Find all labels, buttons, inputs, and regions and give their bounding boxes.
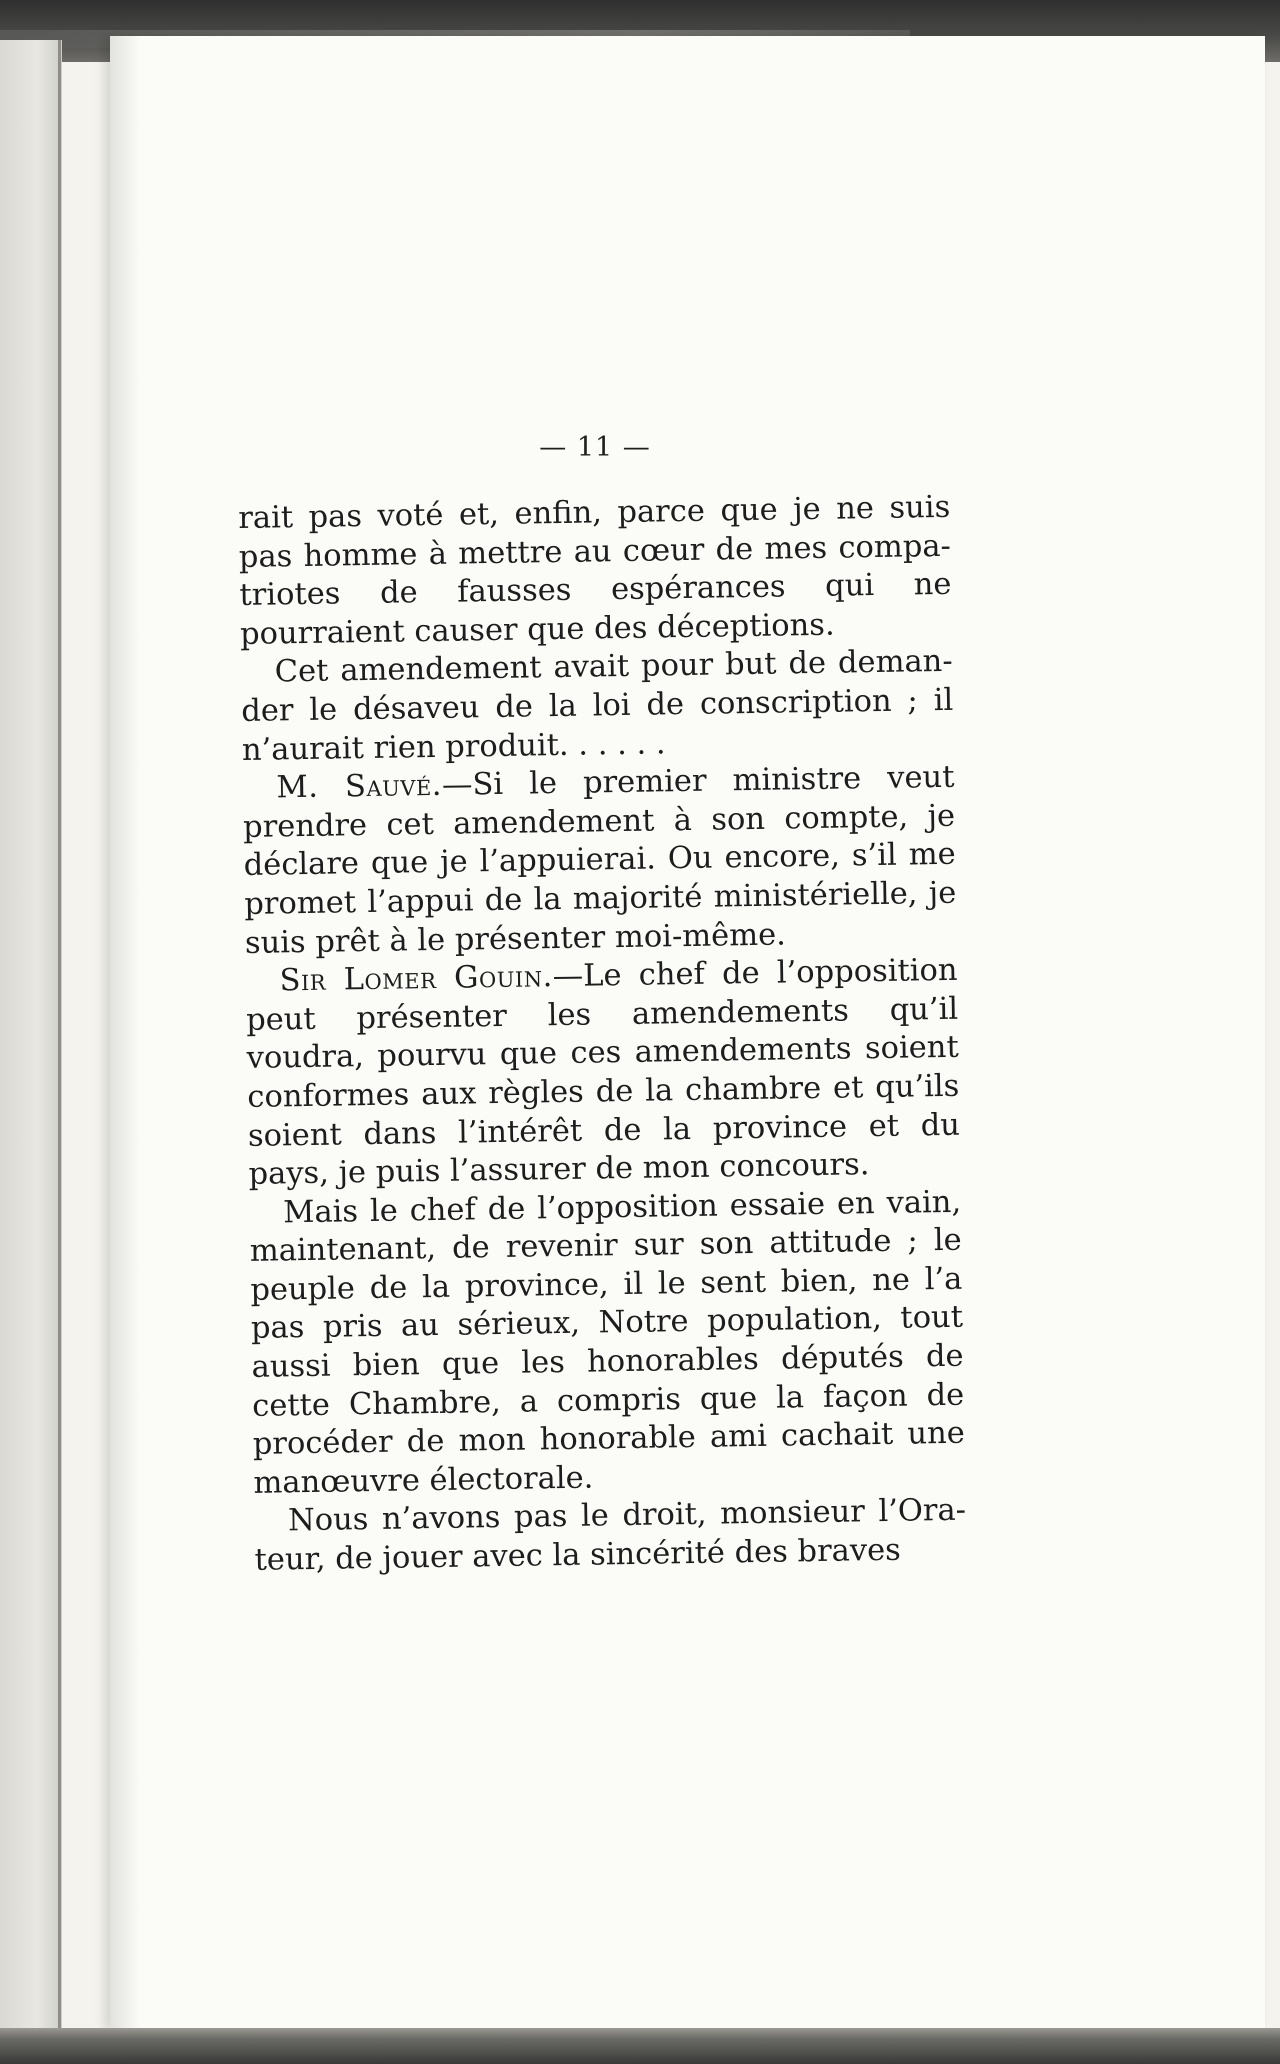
page-number: — 11 — <box>539 432 651 463</box>
binding-gutter <box>58 40 61 2030</box>
speech-gouin: —Le chef de l’opposition peut présenter les amendements qu’il voudra, pourvu que ces amendements soient conformes aux règles de la chambre et qu’ils soient dans l’intérêt de la province et du pays, je puis l’assurer de mon concours. <box>245 952 961 1193</box>
paragraph-sauve <box>242 759 957 963</box>
paragraph-final: Nous n’avons pas le droit, monsieur l’Orateur, de jouer avec la sincérité des braves <box>254 1493 967 1578</box>
body-text <box>238 489 967 1581</box>
page-gutter-shadow <box>110 36 140 2030</box>
scan-bottom-border <box>0 2028 1280 2064</box>
paragraph-gouin <box>245 952 961 1195</box>
speaker-name-gouin: Sir Lomer Gouin. <box>279 959 554 999</box>
speech-sauve: —Si le premier ministre veut prendre cet amendement à son compte, je déclare que je l’appuierai. Ou encore, s’il me promet l’appui de la majorité ministérielle, je suis prêt à le présenter moi-même. <box>242 759 957 961</box>
facing-page-edge <box>0 40 62 2030</box>
speaker-name-sauve: M. Sauvé. <box>276 767 443 806</box>
paragraph-amendment: Cet amendement avait pour but de demander le désaveu de la loi de conscription ; il n’aurait rien produit. . . . . . <box>241 644 954 768</box>
paragraph-continuation: rait pas voté et, enfin, parce que je ne suis pas homme à mettre au cœur de mes compatriotes de fausses espérances qui ne pourraient causer que des déceptions. <box>238 489 952 652</box>
paragraph-opposition: Mais le chef de l’opposition essaie en vain, maintenant, de revenir sur son attitude ; le peuple de la province, il le sent bien, ne l’a pas pris au sérieux, Notre population, tout aussi bien que les honorables députés de cette Chambre, a compris que la façon de procéder de mon honorable ami cachait une manœuvre électorale. <box>249 1184 966 1501</box>
